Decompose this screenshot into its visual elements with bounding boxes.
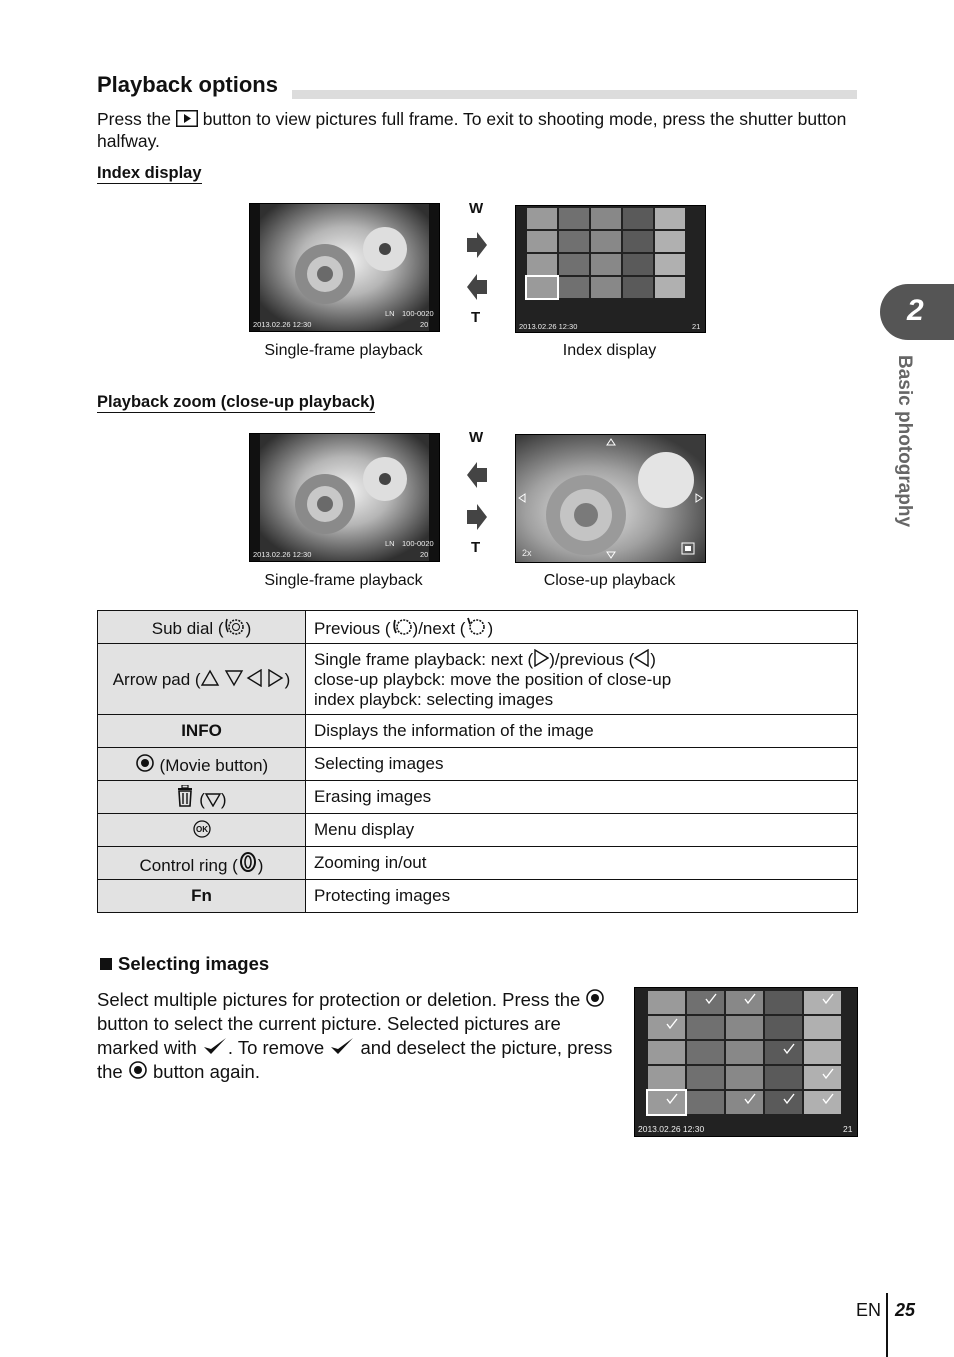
zoom-heading: Playback zoom (close-up playback) [97,393,375,411]
paragraph-text: button to select the current picture. Selected pictures are marked with [97,1013,561,1058]
thumbnail [623,277,653,298]
key-text: Arrow pad ( [112,669,201,689]
screen-quality: LN [385,539,395,548]
paragraph-text: Select multiple pictures for protection or deletion. Press the [97,989,581,1010]
play-button-icon [176,110,198,127]
intro-paragraph [97,108,857,152]
thumbnail [726,1066,763,1089]
movie-button-icon [128,1060,148,1080]
key-text: ) [257,855,264,875]
screen-date: 2013.02.26 12:30 [519,322,578,331]
thumbnail [655,277,685,298]
screen-frame-count: 20 [420,320,429,329]
ok-button-icon [192,819,212,839]
arrow-left-icon [634,649,650,667]
checkmark-icon [202,1036,228,1056]
screen-date: 2013.02.26 12:30 [253,320,312,329]
tele-label: T [471,539,481,556]
thumbnail [726,1016,763,1039]
thumbnail [648,991,685,1014]
table-key [98,814,306,847]
table-row [98,880,858,913]
trash-icon [176,785,194,807]
thumbnail [591,208,621,229]
chapter-tab [880,284,954,340]
table-row [98,814,858,847]
table-value: Selecting images [306,748,858,781]
single-frame-screen [249,433,440,562]
zoom-level: 2x [522,548,532,558]
value-text: ) [650,649,656,669]
thumbnail [687,1041,724,1064]
chapter-label [881,355,933,550]
footer-language: EN [856,1300,882,1320]
selecting-images-paragraph [97,988,617,1084]
wide-label: W [469,200,484,217]
thumbnail [648,1041,685,1064]
thumbnail [765,991,802,1014]
page-number: 25 [895,1300,916,1320]
arrow-down-icon [205,793,221,807]
key-text: ) [245,618,252,638]
selection-index-screen [634,987,858,1137]
paragraph-text: button again. [153,1061,260,1082]
table-value: Erasing images [306,781,858,814]
wide-label: W [469,429,484,446]
value-line [314,649,849,670]
screen-frame-count: 21 [692,322,701,331]
thumbnail [765,1091,802,1114]
screen-frame-count: 20 [420,550,429,559]
thumbnail [804,1041,841,1064]
caption-single-frame: Single-frame playback [264,342,423,359]
thumbnail [559,277,589,298]
index-display-screen [515,205,706,333]
close-up-screen [515,434,706,563]
thumbnail [648,1066,685,1089]
thumbnail [648,1091,685,1114]
movie-button-icon [135,753,155,773]
arrow-right-icon [465,230,489,260]
thumbnail [527,277,557,298]
chapter-number: 2 [907,294,924,327]
footer-divider [886,1293,888,1357]
thumbnail [623,254,653,275]
square-bullet-icon [100,958,112,970]
screen-quality: LN [385,309,395,318]
paragraph-text: . To remove [227,1037,325,1058]
thumbnail [527,254,557,275]
thumbnail [726,1041,763,1064]
thumbnail [765,1066,802,1089]
thumbnail [655,208,685,229]
thumbnail [765,1016,802,1039]
value-text: )/previous ( [549,649,635,669]
thumbnail [726,1091,763,1114]
thumbnail [559,208,589,229]
svg-text:OK: OK [195,824,208,834]
table-key [98,611,306,644]
thumbnail [765,1041,802,1064]
screen-date: 2013.02.26 12:30 [638,1124,705,1134]
table-value: Displays the information of the image [306,715,858,748]
key-text: Sub dial ( [151,618,224,638]
index-display-heading: Index display [97,164,202,182]
table-value: Zooming in/out [306,847,858,880]
thumbnail [655,254,685,275]
thumbnail [655,231,685,252]
page-title: Playback options [97,72,278,97]
value-text: Single frame playback: next ( [314,649,534,669]
value-text: Previous ( [314,618,391,638]
thumbnail [687,1016,724,1039]
heading-text: Selecting images [118,953,270,974]
title-rule [292,90,857,99]
table-value [306,644,858,715]
control-ring-icon [238,851,258,873]
thumbnail [687,1091,724,1114]
thumbnail [623,208,653,229]
table-key: ( ) [98,781,306,814]
thumbnail [559,254,589,275]
movie-button-icon [585,988,605,1008]
key-text: ) [284,669,291,689]
chapter-label-text: Basic photography [894,355,915,528]
screen-file-number: 100-0020 [402,309,434,318]
table-row [98,611,858,644]
thumbnail-grid-selected [635,988,857,1136]
sub-dial-left-icon [391,616,413,636]
arrow-right-icon [533,649,549,667]
thumbnail [527,208,557,229]
arrow-left-icon [465,272,489,302]
thumbnail [726,991,763,1014]
thumbnail [804,1091,841,1114]
thumbnail [591,277,621,298]
value-text: )/next ( [412,618,466,638]
fn-button-label: Fn [98,880,306,913]
arrow-pad-icons [201,669,285,687]
table-key [98,644,306,715]
key-text: (Movie button) [159,755,269,775]
value-line: close-up playbck: move the position of close-up [314,669,672,689]
thumbnail [591,254,621,275]
table-row [98,715,858,748]
thumbnail [804,991,841,1014]
table-value: Protecting images [306,880,858,913]
value-line: index playbck: selecting images [314,689,554,709]
thumbnail [591,231,621,252]
thumbnail-grid [516,206,705,332]
table-row [98,748,858,781]
sub-dial-icon [224,616,246,636]
table-value [306,611,858,644]
value-text: ) [487,618,494,638]
table-row [98,781,858,814]
table-key [98,847,306,880]
table-key [98,748,306,781]
screen-date: 2013.02.26 12:30 [253,550,312,559]
caption-close-up: Close-up playback [543,572,676,589]
screen-file-number: 100-0020 [402,539,434,548]
table-value: Menu display [306,814,858,847]
selecting-images-heading [100,953,269,975]
rose-closeup-photo [516,435,705,562]
thumbnail [527,231,557,252]
thumbnail [804,1066,841,1089]
intro-text-before: Press the [97,109,171,129]
sub-dial-right-icon [465,616,487,636]
arrow-right-icon [465,502,489,532]
caption-index-display: Index display [562,342,657,359]
key-text: Control ring ( [139,855,238,875]
thumbnail [687,1066,724,1089]
intro-text-after: button to view pictures full frame. To exit to shooting mode, press the shutter button halfway. [97,109,847,151]
info-button-label: INFO [98,715,306,748]
playback-controls-table [97,610,858,913]
paragraph-text: and deselect the picture, press the [97,1037,613,1082]
thumbnail [687,991,724,1014]
thumbnail [623,231,653,252]
table-row [98,847,858,880]
checkmark-icon [329,1036,355,1056]
caption-single-frame: Single-frame playback [264,572,423,589]
thumbnail [559,231,589,252]
table-row [98,644,858,715]
thumbnail [804,1016,841,1039]
arrow-left-icon [465,460,489,490]
single-frame-screen [249,203,440,332]
thumbnail [648,1016,685,1039]
screen-frame-count: 21 [843,1124,853,1134]
tele-label: T [471,309,481,326]
